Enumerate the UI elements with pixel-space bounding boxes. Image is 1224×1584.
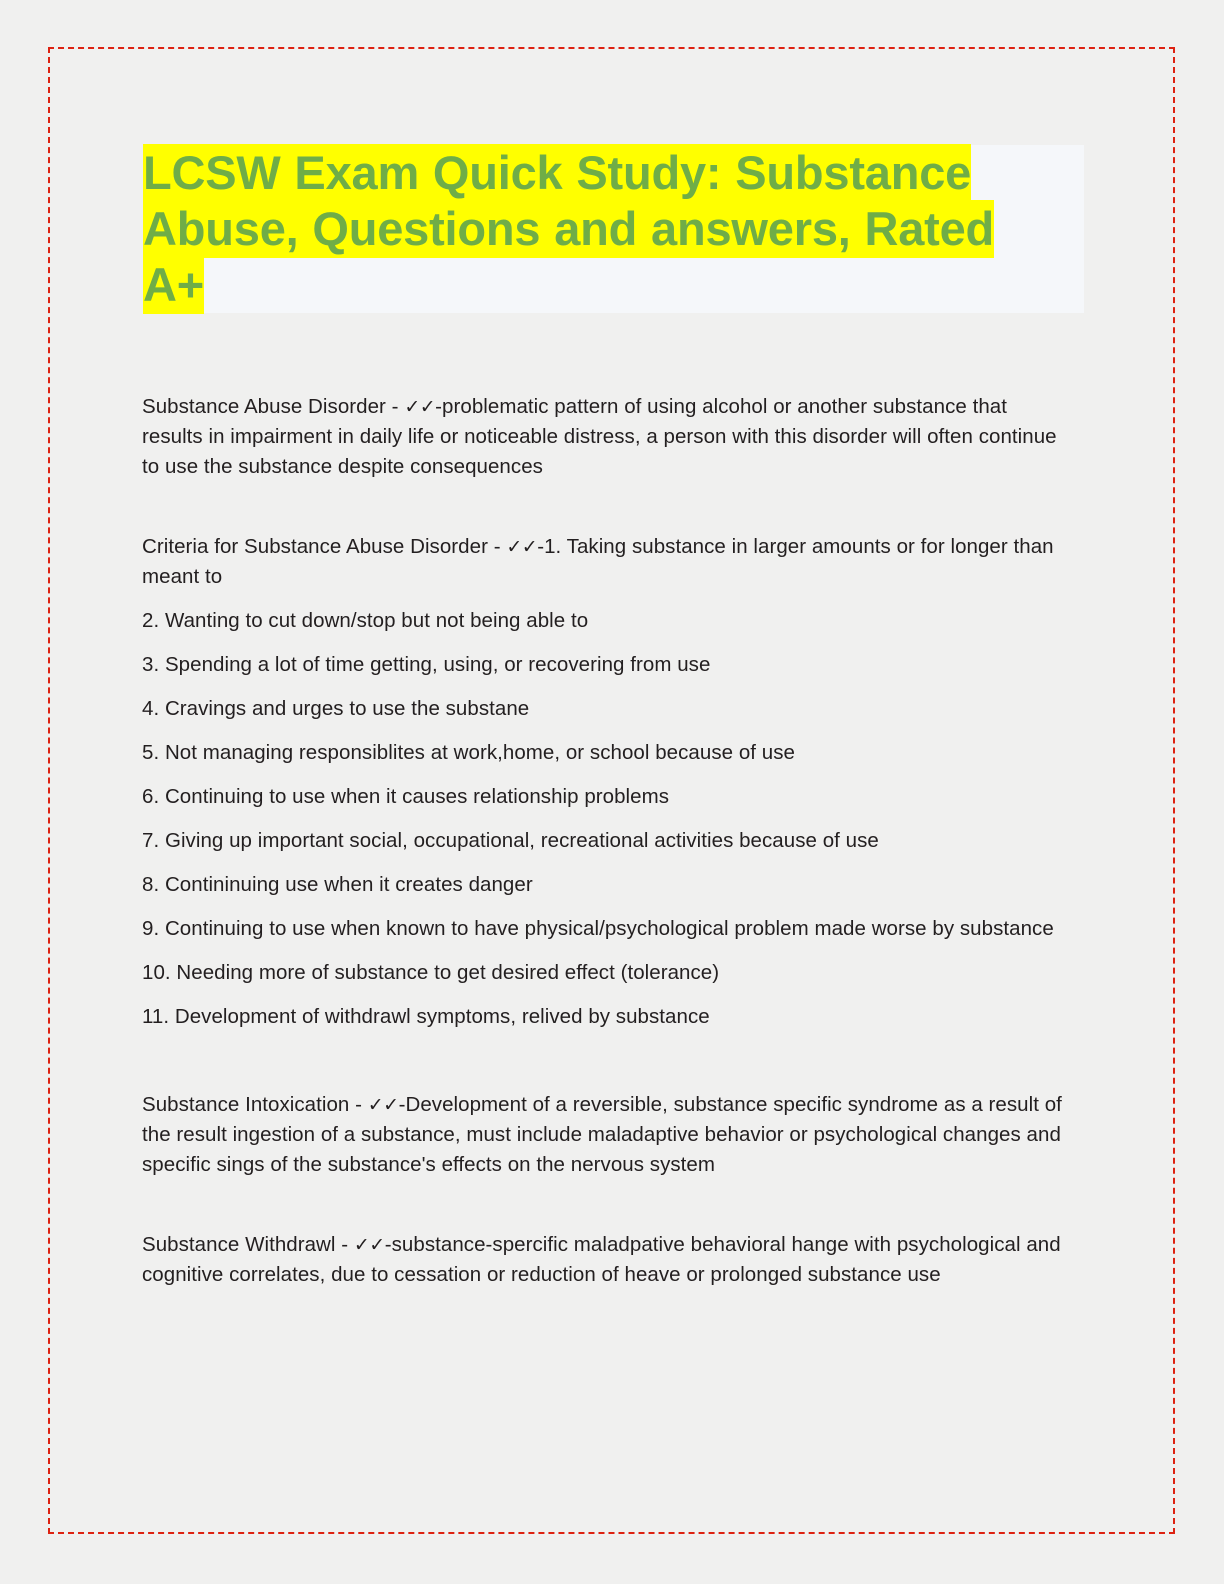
entry-substance-intoxication: [142, 1090, 1067, 1180]
criteria-item: 5. Not managing responsiblites at work,home, or school because of use: [142, 741, 795, 764]
document-title-block: [143, 145, 1084, 313]
definition-separator: -: [537, 535, 545, 558]
section-spacer: [142, 1032, 1067, 1090]
term-label: Substance Intoxication: [142, 1093, 350, 1116]
term-separator: -: [385, 395, 405, 418]
term-separator: -: [335, 1233, 354, 1256]
criteria-item: 8. Contininuing use when it creates danger: [142, 873, 533, 896]
entry-criteria-substance-abuse-disorder: [142, 532, 1067, 592]
definition-separator: -: [435, 395, 443, 418]
checkmark-icon: ✓✓: [353, 1234, 385, 1256]
item-spacer: [142, 944, 1067, 958]
section-spacer: [142, 1180, 1067, 1230]
checkmark-icon: ✓✓: [367, 1094, 399, 1116]
entry-substance-withdrawl: [142, 1230, 1067, 1290]
definition-text: problematic pattern of using alcohol or another substance that results in impairment in daily life or noticeable distress, a person with this disorder will often continue to use the substance despite consequences: [142, 395, 1057, 478]
term-label: Criteria for Substance Abuse Disorder: [142, 535, 488, 558]
item-spacer: [142, 680, 1067, 694]
item-spacer: [142, 768, 1067, 782]
title-line-2: Abuse, Questions and answers, Rated: [143, 200, 994, 258]
criteria-item: 10. Needing more of substance to get desired effect (tolerance): [142, 961, 720, 984]
title-line-3: A+: [143, 256, 204, 314]
criteria-item: 6. Continuing to use when it causes relationship problems: [142, 785, 670, 808]
item-spacer: [142, 900, 1067, 914]
criteria-item: 9. Continuing to use when known to have physical/psychological problem made worse by substance: [142, 917, 1054, 940]
item-spacer: [142, 812, 1067, 826]
criteria-item: 7. Giving up important social, occupational, recreational activities because of use: [142, 829, 879, 852]
item-spacer: [142, 856, 1067, 870]
item-spacer: [142, 724, 1067, 738]
title-line-1: LCSW Exam Quick Study: Substance: [143, 144, 971, 202]
entry-substance-abuse-disorder: [142, 392, 1067, 482]
term-separator: -: [487, 535, 507, 558]
item-spacer: [142, 592, 1067, 606]
definition-text: Development of a reversible, substance specific syndrome as a result of the result ingestion of a substance, must include maladaptive behavior or psychological changes and specific sings of the substance's effects on the nervous system: [142, 1093, 1062, 1176]
item-spacer: [142, 636, 1067, 650]
document-body: [142, 392, 1067, 1290]
term-separator: -: [349, 1093, 368, 1116]
term-label: Substance Withdrawl: [142, 1233, 336, 1256]
criteria-item: 2. Wanting to cut down/stop but not being able to: [142, 609, 589, 632]
term-label: Substance Abuse Disorder: [142, 395, 386, 418]
section-spacer: [142, 482, 1067, 532]
definition-text: substance-spercific maladpative behavioral hange with psychological and cognitive correlates, due to cessation or reduction of heave or prolonged substance use: [142, 1233, 1061, 1286]
definition-separator: -: [384, 1233, 392, 1256]
criteria-item: 4. Cravings and urges to use the substane: [142, 697, 530, 720]
definition-separator: -: [398, 1093, 406, 1116]
criteria-item: 11. Development of withdrawl symptoms, relived by substance: [142, 1005, 710, 1028]
checkmark-icon: ✓✓: [506, 536, 538, 558]
checkmark-icon: ✓✓: [404, 396, 436, 418]
criteria-item: 3. Spending a lot of time getting, using, or recovering from use: [142, 653, 711, 676]
page-title: [143, 145, 1084, 313]
definition-text: 1. Taking substance in larger amounts or for longer than meant to: [142, 535, 1054, 588]
item-spacer: [142, 988, 1067, 1002]
